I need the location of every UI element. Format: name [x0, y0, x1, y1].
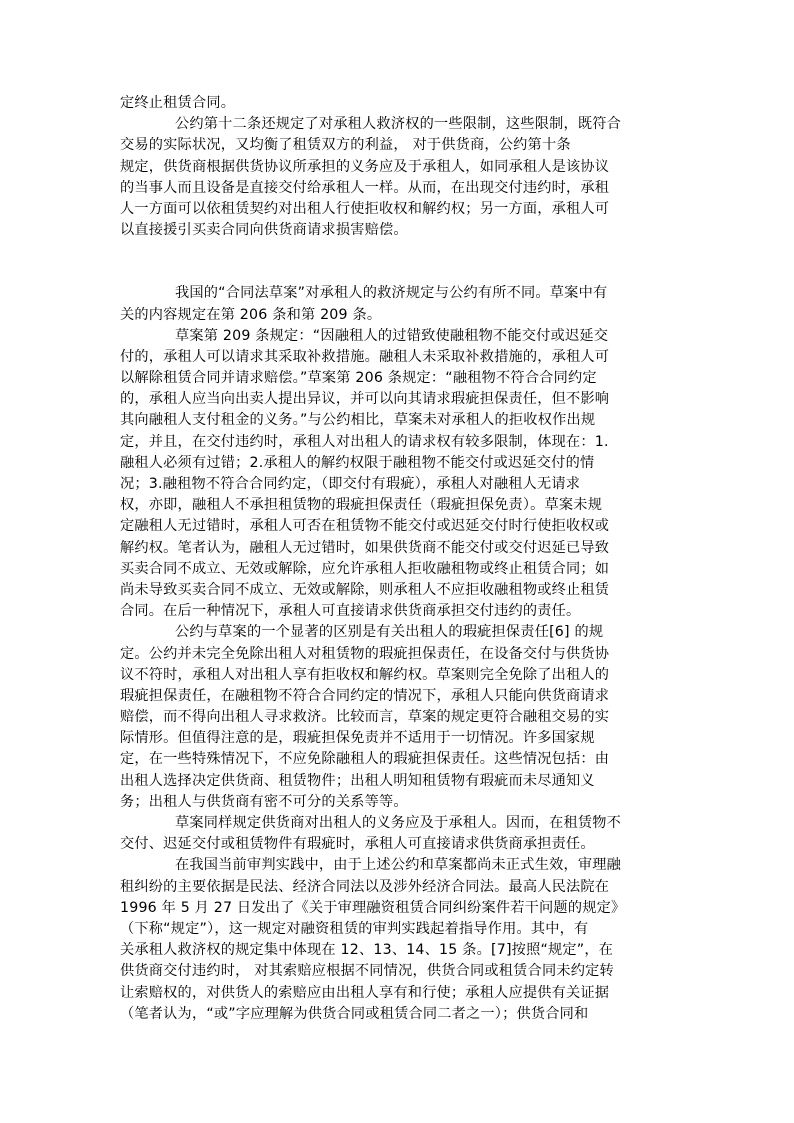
text-line: 定，在一些特殊情况下，不应免除融租人的瑕疵担保责任。这些情况包括：由: [120, 751, 610, 768]
text-line: 交易的实际状况，又均衡了租赁双方的利益， 对于供货商，公约第十条: [120, 137, 571, 154]
text-line: 规定，供货商根据供货协议所承担的义务应及于承租人，如同承租人是该协议: [120, 158, 610, 175]
text-line: 以直接援引买卖合同向供货商请求损害赔偿。: [120, 222, 408, 239]
text-line: 1996 年 5 月 27 日发出了《关于审理融资租赁合同纠纷案件若干问题的规定》: [120, 899, 626, 916]
paragraph-start: 公约第十二条还规定了对承租人救济权的一些限制，这些限制，既符合: [175, 116, 622, 133]
text-line: 的当事人而且设备是直接交付给承租人一样。从而，在出现交付违约时，承租: [120, 179, 610, 196]
text-line: 出租人选择决定供货商、租赁物件；出租人明知租赁物有瑕疵而未尽通知义: [120, 772, 595, 789]
paragraph-start: 草案同样规定供货商对出租人的义务应及于承租人。因而，在租赁物不: [175, 815, 622, 831]
text-line: 议不符时，承租人对出租人享有拒收权和解约权。草案则完全免除了出租人的: [120, 666, 610, 683]
text-line: 合同。在后一种情况下，承租人可直接请求供货商承担交付违约的责任。: [120, 603, 581, 620]
text-line: 供货商交付违约时， 对其索赔应根据不同情况，供货合同或租赁合同未约定转: [120, 963, 614, 980]
text-line: 赔偿，而不得向出租人寻求救济。比较而言，草案的规定更符合融租交易的实: [120, 709, 610, 726]
paragraph-start: 草案第 209 条规定：“因融租人的过错致使融租物不能交付或迟延交: [175, 327, 609, 344]
text-line: 定终止租赁合同。: [120, 95, 236, 111]
paragraph-start: 在我国当前审判实践中，由于上述公约和草案都尚未正式生效，审理融: [175, 857, 622, 874]
text-line: 瑕疵担保责任，在融租物不符合合同约定的情况下，承租人只能向供货商请求: [120, 687, 610, 704]
paragraph-start: 公约与草案的一个显著的区别是有关出租人的瑕疵担保责任[6] 的规: [175, 624, 604, 641]
text-line: 解约权。笔者认为，融租人无过错时，如果供货商不能交付或交付迟延已导致: [120, 539, 610, 556]
text-line: 让索赔权的，对供货人的索赔应由出租人享有和行使；承租人应提供有关证据: [120, 984, 610, 1001]
text-line: 其向融租人支付租金的义务。”与公约相比，草案未对承租人的拒收权作出规: [120, 412, 596, 429]
document-page: [120, 93, 680, 1025]
section-b: [120, 283, 680, 1025]
text-line: 付的，承租人可以请求其采取补救措施。融租人未采取补救措施的，承租人可: [120, 348, 610, 365]
text-line: 定，并且，在交付违约时，承租人对出租人的请求权有较多限制，体现在：1.: [120, 433, 609, 450]
text-line: 定融租人无过错时，承租人可否在租赁物不能交付或迟延交付时行使拒收权或: [120, 518, 610, 535]
text-line: 权，亦即，融租人不承担租赁物的瑕疵担保责任（瑕疵担保免责）。草案未规: [120, 497, 603, 514]
text-line: 尚未导致买卖合同不成立、无效或解除，则承租人不应拒收融租物或终止租赁: [120, 581, 610, 598]
text-line: 租纠纷的主要依据是民法、经济合同法以及涉外经济合同法。最高人民法院在: [120, 878, 610, 895]
text-line: 交付、迟延交付或租赁物件有瑕疵时，承租人可直接请求供货商承担责任。: [120, 836, 595, 853]
paragraph-start: 我国的“合同法草案”对承租人的救济规定与公约有所不同。草案中有: [175, 285, 608, 302]
section-a: [120, 93, 680, 241]
text-line: 关承租人救济权的规定集中体现在 12、13、14、15 条。[7]按照“规定”，在: [120, 942, 614, 959]
text-line: 的，承租人应当向出卖人提出异议，并可以向其请求瑕疵担保责任，但不影响: [120, 391, 610, 408]
text-line: 买卖合同不成立、无效或解除，应允许承租人拒收融租物或终止租赁合同；如: [120, 560, 610, 577]
text-line: 际情形。但值得注意的是，瑕疵担保免责并不适用于一切情况。许多国家规: [120, 730, 595, 747]
text-line: 人一方面可以依租赁契约对出租人行使拒收权和解约权；另一方面，承租人可: [120, 200, 610, 217]
text-line: 定。公约并未完全免除出租人对租赁物的瑕疵担保责任，在设备交付与供货协: [120, 645, 610, 662]
text-line: （笔者认为，“或”字应理解为供货合同或租赁合同二者之一）；供货合同和: [120, 1005, 589, 1022]
text-line: 况；3.融租物不符合合同约定，（即交付有瑕疵），承租人对融租人无请求: [120, 476, 581, 492]
section-gap: [120, 241, 680, 283]
text-line: （下称“规定”），这一规定对融资租赁的审判实践起着指导作用。其中，有: [120, 920, 589, 937]
text-line: 以解除租赁合同并请求赔偿。”草案第 206 条规定：“融租物不符合合同约定: [120, 370, 597, 387]
text-line: 务；出租人与供货商有密不可分的关系等等。: [120, 793, 408, 810]
text-line: 关的内容规定在第 206 条和第 209 条。: [120, 306, 382, 323]
text-line: 融租人必须有过错；2.承租人的解约权限于融租物不能交付或迟延交付的情: [120, 454, 595, 471]
